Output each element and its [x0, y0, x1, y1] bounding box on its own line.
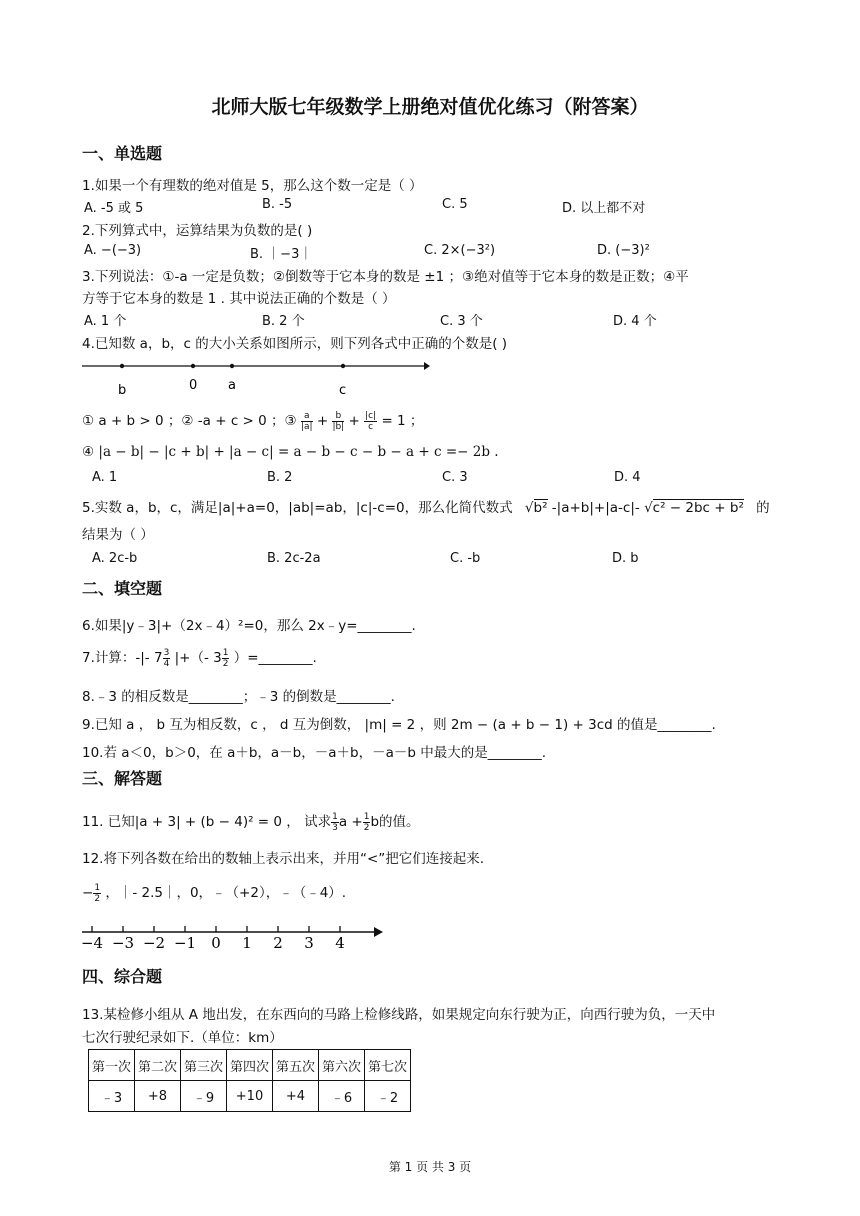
section-heading-fill-blank: 二、填空题 — [82, 579, 163, 598]
header-cell: 第二次 — [135, 1050, 181, 1081]
question-6: 6.如果|y﹣3|+（2x﹣4）²=0，那么 2x﹣y=________. — [82, 618, 416, 634]
q1-option-b: B. -5 — [262, 197, 293, 212]
q5-option-d: D. b — [612, 551, 639, 566]
q12-tick-label: 4 — [335, 934, 345, 952]
q11-fraction-2: $\frac{1}{2}$ — [363, 811, 370, 833]
q4-label-0: 0 — [189, 378, 198, 393]
q12-tick-label: 3 — [304, 934, 314, 952]
q12-axis-arrow — [374, 927, 383, 937]
q4-label-c: c — [339, 383, 347, 398]
question-3-line-2: 方等于它本身的数是 1 . 其中说法正确的个数是（ ） — [82, 291, 396, 307]
question-5-line-2: 结果为（ ） — [82, 527, 154, 543]
q4-axis-arrow — [424, 362, 430, 370]
q11-mid: a + — [338, 814, 363, 830]
q12-neg-sign: − — [82, 885, 94, 901]
driving-record-table — [88, 1049, 411, 1112]
q1-option-d: D. 以上都不对 — [562, 201, 646, 216]
q5-option-a: A. 2c-b — [92, 551, 138, 566]
q3-option-b: B. 2 个 — [262, 314, 305, 329]
q12-number-line — [80, 920, 385, 954]
value-cell: ﹣9 — [181, 1081, 227, 1112]
value-cell: ﹣2 — [365, 1081, 411, 1112]
question-12-stem: 12.将下列各数在给出的数轴上表示出来，并用“<”把它们连接起来. — [82, 851, 485, 867]
value-cell: ﹣6 — [319, 1081, 365, 1112]
q4-point-b — [120, 364, 124, 368]
question-11 — [82, 810, 420, 833]
q2-option-d: D. (−3)² — [597, 243, 650, 258]
q4-label-a: a — [228, 378, 236, 393]
q4-point-0 — [191, 364, 195, 368]
question-3-line-1: 3.下列说法：①-a 一定是负数；②倒数等于它本身的数是 ±1 ；③绝对值等于它本身的数是正数；④平 — [82, 269, 689, 285]
q12-tick-label: 2 — [273, 934, 283, 952]
q12-tick-label: −4 — [80, 934, 104, 952]
q12-tick-label: 0 — [211, 934, 221, 952]
q7-fraction-1: $\frac{3}{4}$ — [163, 647, 170, 669]
q4-plus-2: + — [348, 413, 360, 429]
q12-ticks — [81, 926, 345, 952]
section-heading-solve: 三、解答题 — [82, 769, 163, 788]
question-1-stem: 1.如果一个有理数的绝对值是 5，那么这个数一定是（ ） — [82, 178, 423, 194]
q7-pre: 7.计算：-|- 7 — [82, 650, 163, 666]
value-cell: ﹣3 — [89, 1081, 135, 1112]
section-heading-comprehensive: 四、综合题 — [82, 967, 163, 986]
q7-fraction-2: $\frac{1}{2}$ — [222, 647, 229, 669]
table-header-row — [89, 1050, 411, 1081]
q5-middle-text: -|a+b|+|a-c|- — [551, 500, 640, 516]
q11-post: b的值。 — [370, 814, 420, 830]
q7-mid: |+（- 3 — [170, 650, 222, 666]
question-9: 9.已知 a ， b 互为相反数，c ， d 互为倒数， |m| = 2 ，则 2m − (a + b − 1) + 3cd 的值是________. — [82, 717, 716, 733]
q5-option-b: B. 2c-2a — [267, 551, 321, 566]
q4-statement-1-2: ① a + b > 0 ；② -a + c > 0 ；③ — [82, 413, 297, 429]
q5-sqrt-2: √c² − 2bc + b² — [644, 500, 744, 516]
q5-tail-text: 的 — [756, 500, 770, 516]
header-cell: 第五次 — [273, 1050, 319, 1081]
q11-pre: 11. 已知|a + 3| + (b − 4)² = 0 ， 试求 — [82, 814, 332, 830]
table-row — [89, 1081, 411, 1112]
q4-point-a — [230, 364, 234, 368]
question-13-line-1: 13.某检修小组从 A 地出发，在东西向的马路上检修线路，如果规定向东行驶为正，向西行驶为负，一天中 — [82, 1007, 716, 1023]
q4-fraction-a: $\frac{a}{|a|}$ — [300, 410, 313, 432]
q5-sqrt-1: √b² — [524, 500, 548, 516]
q4-option-c: C. 3 — [442, 470, 468, 485]
page-title: 北师大版七年级数学上册绝对值优化练习（附答案） — [211, 96, 649, 118]
header-cell: 第六次 — [319, 1050, 365, 1081]
value-cell: +4 — [273, 1081, 319, 1112]
q12-tick-label: −3 — [111, 934, 135, 952]
question-12-numbers — [82, 881, 346, 904]
value-cell: +10 — [227, 1081, 273, 1112]
question-13-line-2: 七次行驶纪录如下.（单位：km） — [82, 1030, 283, 1046]
q11-fraction-1: $\frac{1}{3}$ — [332, 811, 338, 833]
q4-option-a: A. 1 — [92, 470, 118, 485]
question-10: 10.若 a＜0，b＞0，在 a＋b，a－b，－a＋b，－a－b 中最大的是________. — [82, 745, 547, 761]
value-cell: +8 — [135, 1081, 181, 1112]
q4-point-c — [341, 364, 345, 368]
q2-option-c: C. 2×(−3²) — [424, 243, 496, 258]
header-cell: 第一次 — [89, 1050, 135, 1081]
q4-option-d: D. 4 — [614, 470, 641, 485]
question-7 — [82, 646, 317, 669]
q5-option-c: C. -b — [450, 551, 481, 566]
q12-fraction: $\frac{1}{2}$ — [94, 882, 101, 904]
q3-option-a: A. 1 个 — [84, 314, 127, 329]
q3-option-d: D. 4 个 — [613, 314, 657, 329]
q4-statement-4: ④ |a − b| − |c + b| + |a − c| = a − b − c − b − a + c =− 2b . — [82, 444, 499, 460]
q4-fraction-b: $\frac{b}{|b|}$ — [332, 410, 345, 432]
q1-option-c: C. 5 — [442, 197, 468, 212]
q12-tick-label: 1 — [242, 934, 252, 952]
q12-rest: ，｜- 2.5｜，0，﹣（+2），﹣（﹣4）. — [101, 885, 347, 901]
header-cell: 第三次 — [181, 1050, 227, 1081]
q4-label-b: b — [118, 383, 127, 398]
q4-plus-1: + — [316, 413, 329, 429]
question-8: 8.﹣3 的相反数是________；﹣3 的倒数是________. — [82, 689, 395, 705]
question-4-stem: 4.已知数 a，b，c 的大小关系如图所示，则下列各式中正确的个数是( ) — [82, 336, 508, 352]
q4-fraction-c: $\frac{|c|}{c}$ — [365, 410, 377, 432]
q12-tick-label: −1 — [173, 934, 197, 952]
q4-option-b: B. 2 — [267, 470, 293, 485]
header-cell: 第四次 — [227, 1050, 273, 1081]
q2-option-a: A. −(−3) — [84, 243, 142, 258]
q2-option-b: B. ｜−3｜ — [250, 247, 313, 262]
q12-tick-label: −2 — [142, 934, 166, 952]
q5-stem-text: 5.实数 a，b，c，满足|a|+a=0，|ab|=ab，|c|-c=0，那么化简代数式 — [82, 500, 513, 516]
q4-statement-3-end: = 1 ； — [381, 413, 424, 429]
q4-statements-1-3 — [82, 409, 423, 432]
question-5-stem — [82, 496, 770, 516]
q1-option-a: A. -5 或 5 — [84, 201, 144, 216]
q4-number-line — [80, 355, 432, 401]
q7-post: ）=________. — [229, 650, 317, 666]
section-heading-single-choice: 一、单选题 — [82, 144, 163, 163]
header-cell: 第七次 — [365, 1050, 411, 1081]
q3-option-c: C. 3 个 — [440, 314, 483, 329]
question-2-stem: 2.下列算式中，运算结果为负数的是( ) — [82, 223, 313, 239]
page-footer: 第 1 页 共 3 页 — [388, 1160, 472, 1174]
